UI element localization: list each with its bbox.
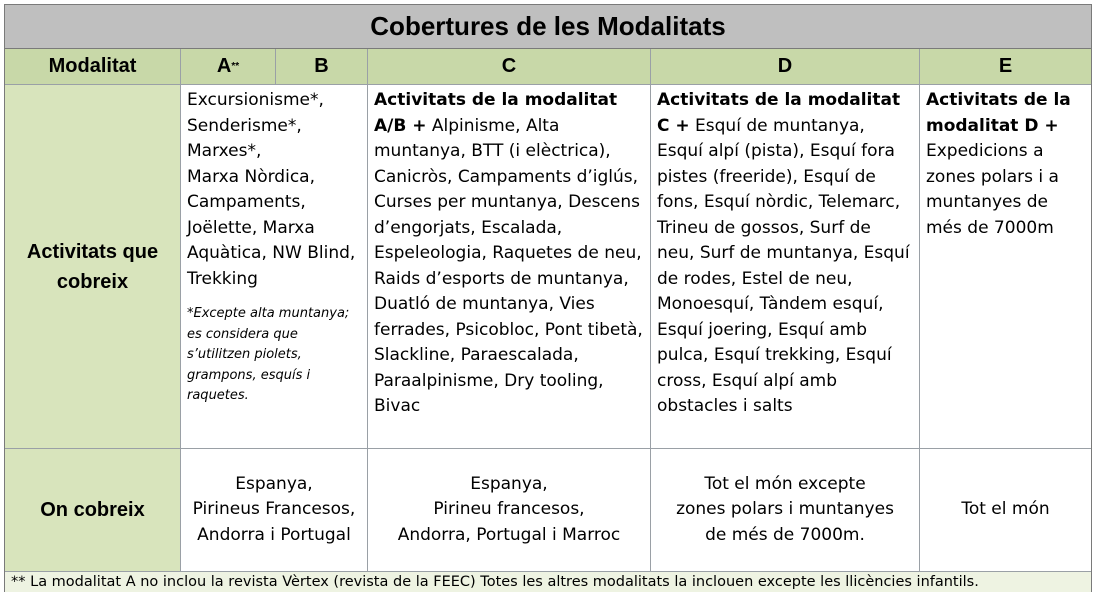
activitats-ab-line: Senderisme*, xyxy=(187,115,302,136)
grid-line xyxy=(180,49,181,571)
grid-line xyxy=(650,49,651,571)
on-cobreix-e: Tot el món xyxy=(961,499,1050,520)
activitats-d xyxy=(651,85,913,420)
activitats-c xyxy=(368,85,648,420)
on-cobreix-c-line: Pirineu francesos, xyxy=(433,499,585,520)
activitats-e-text: Expedicions a zones polars i a muntanyes de més de 7000m xyxy=(926,141,1059,238)
on-cobreix-ab-line: Pirineus Francesos, xyxy=(192,499,356,520)
activitats-c-text: Alpinisme, Alta muntanya, BTT (i elèctrica), Canicròs, Campaments d’iglús, Curses per muntanya, Descens d’engorjats, Escalada, Espeleologia, Raquetes de neu, Raids d’esports de muntanya, Duatló de muntanya, Vies ferrades, Psicobloc, Pont tibetà, Slackline, Paraescalada, Paraalpinisme, Dry tooling, Bivac xyxy=(374,115,643,416)
activitats-ab xyxy=(181,85,367,407)
grid-line xyxy=(275,49,276,84)
on-cobreix-d xyxy=(651,449,919,571)
activitats-e-bold: Activitats de la modalitat D + xyxy=(926,90,1071,136)
on-cobreix-d-line: Tot el món excepte xyxy=(704,473,866,494)
grid-line xyxy=(5,571,1091,572)
activitats-e xyxy=(920,85,1088,241)
grid-line xyxy=(5,48,1091,49)
header-modalitat: Modalitat xyxy=(5,49,180,84)
grid-line xyxy=(367,49,368,571)
footnote: ** La modalitat A no inclou la revista Vèrtex (revista de la FEEC) Totes les altres modalitats la inclouen excepte les llicències infantils. xyxy=(5,572,1091,592)
activitats-ab-note: *Excepte alta muntanya; es considera que s’utilitzen piolets, grampons, esquís i raquetes. xyxy=(187,306,350,403)
activitats-ab-line: Joëlette, Marxa xyxy=(187,217,315,238)
grid-line xyxy=(919,49,920,571)
table-title: Cobertures de les Modalitats xyxy=(5,5,1091,48)
header-a-mark: ** xyxy=(231,60,240,72)
header-d: D xyxy=(651,49,919,84)
row-label-on-cobreix: On cobreix xyxy=(5,449,180,571)
on-cobreix-ab-line: Andorra i Portugal xyxy=(197,524,351,545)
header-b: B xyxy=(276,49,367,84)
on-cobreix-d-line: zones polars i muntanyes xyxy=(676,499,894,520)
activitats-c-bold: Activitats de la modalitat A/B + xyxy=(374,90,618,136)
activitats-ab-line: Trekking xyxy=(187,268,258,289)
header-a xyxy=(181,49,275,84)
on-cobreix-ab xyxy=(181,449,367,571)
on-cobreix-c xyxy=(368,449,650,571)
on-cobreix-ab-line: Espanya, xyxy=(235,473,313,494)
grid-line xyxy=(5,448,1091,449)
activitats-ab-line: Marxa Nòrdica, xyxy=(187,166,315,187)
header-e: E xyxy=(920,49,1091,84)
header-c: C xyxy=(368,49,650,84)
row-label-activitats xyxy=(5,85,180,448)
header-a-label: A xyxy=(216,55,232,77)
coverage-table xyxy=(4,4,1092,592)
on-cobreix-c-line: Andorra, Portugal i Marroc xyxy=(397,524,621,545)
on-cobreix-d-line: de més de 7000m. xyxy=(705,524,865,545)
on-cobreix-c-line: Espanya, xyxy=(470,473,548,494)
activitats-ab-line: Aquàtica, NW Blind, xyxy=(187,243,356,263)
activitats-ab-line: Marxes*, xyxy=(187,141,262,161)
grid-line xyxy=(5,84,1091,85)
activitats-d-bold: Activitats de la modalitat C + xyxy=(657,90,901,136)
activitats-ab-line: Campaments, xyxy=(187,192,306,212)
activitats-d-text: Esquí de muntanya, Esquí alpí (pista), Esquí fora pistes (freeride), Esquí de fons, Esquí nòrdic, Telemarc, Trineu de gossos, Surf de neu, Surf de muntanya, Esquí de rodes, Estel de neu, Monoesquí, Tàndem esquí, Esquí joering, Esquí amb pulca, Esquí trekking, Esquí cross, Esquí alpí amb obstacles i salts xyxy=(657,115,910,416)
activitats-ab-line: Excursionisme*, xyxy=(187,90,324,110)
row-label-activitats-text: Activitats que cobreix xyxy=(26,240,159,293)
